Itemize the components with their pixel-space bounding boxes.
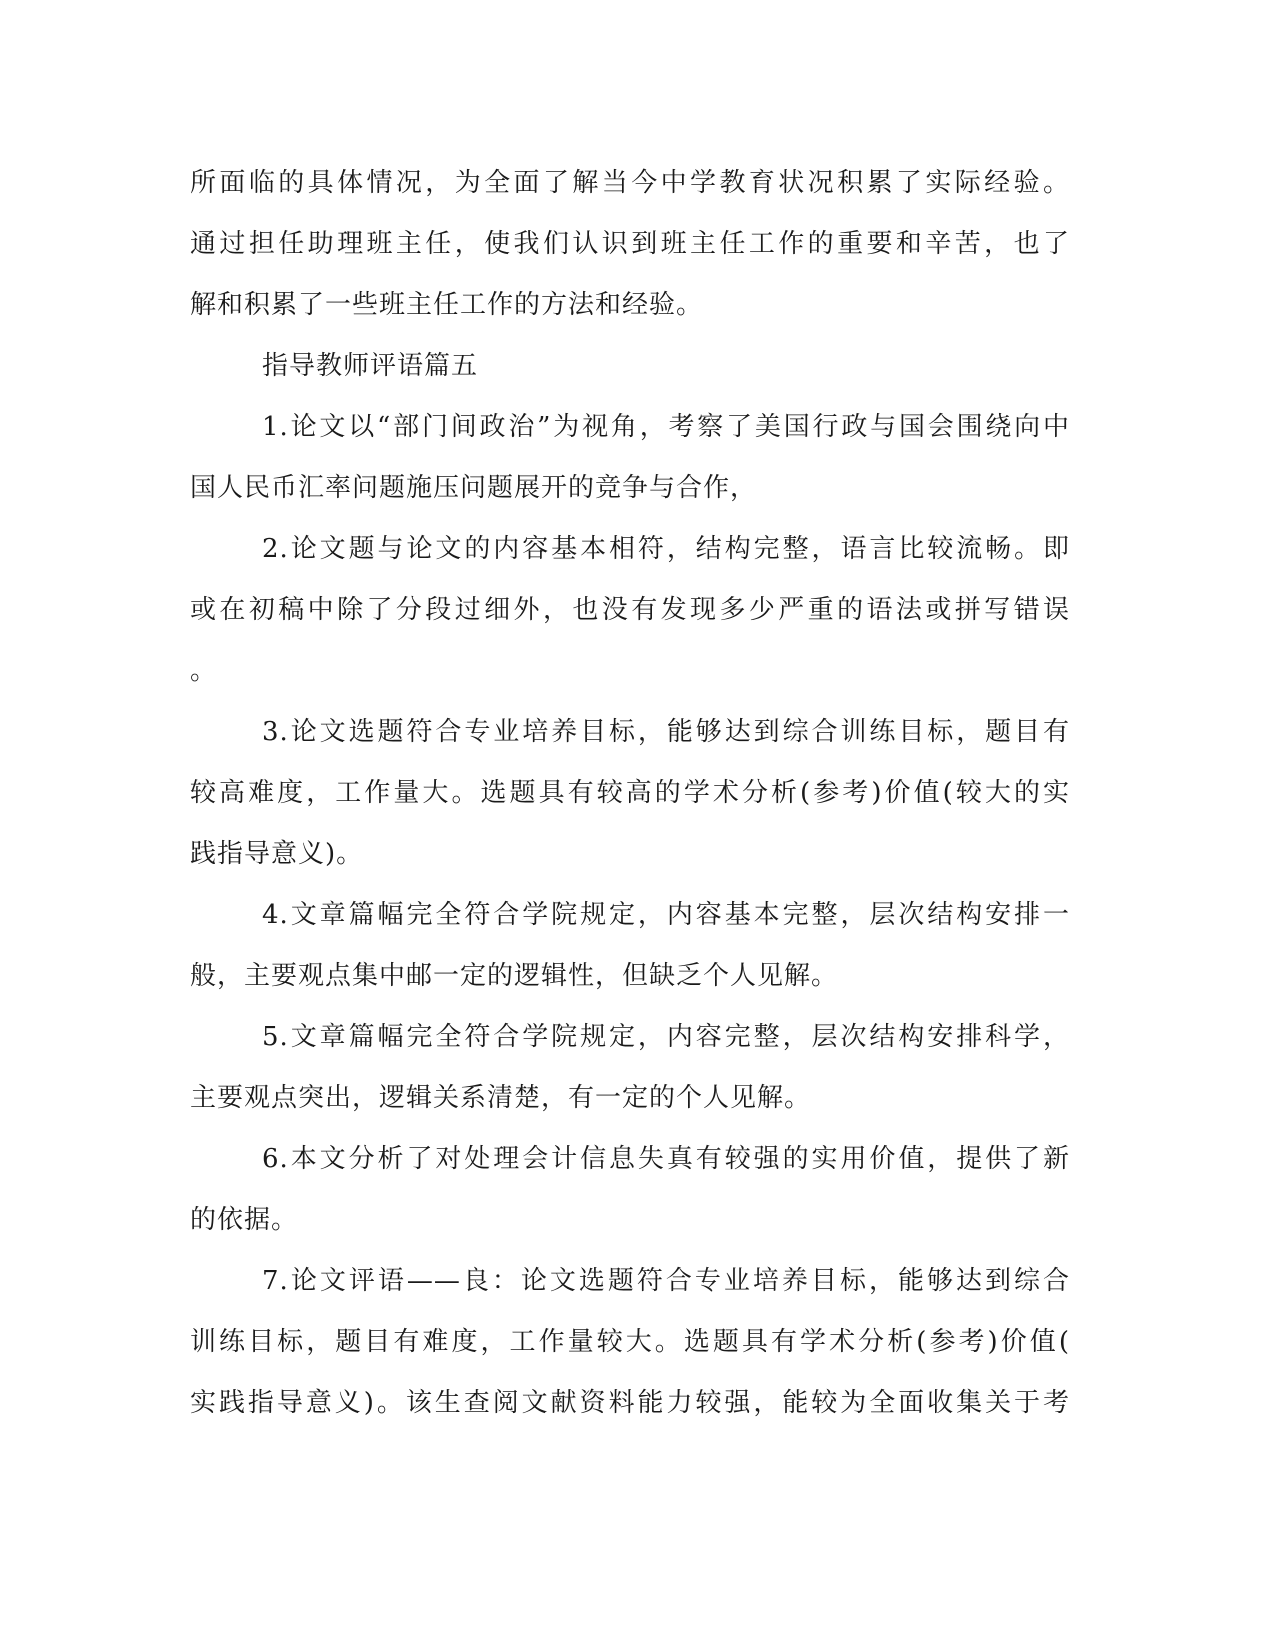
text-line: 践指导意义)。 bbox=[190, 839, 364, 869]
text-line: 实践指导意义)。该生查阅文献资料能力较强，能较为全面收集关于考 bbox=[190, 1388, 1070, 1418]
text-line: 通过担任助理班主任，使我们认识到班主任工作的重要和辛苦，也了 bbox=[190, 229, 1070, 259]
text-line: 。 bbox=[190, 656, 218, 686]
text-line: 3.论文选题符合专业培养目标，能够达到综合训练目标，题目有 bbox=[262, 717, 1070, 747]
text-line: 较高难度，工作量大。选题具有较高的学术分析(参考)价值(较大的实 bbox=[190, 778, 1070, 808]
section-heading: 指导教师评语篇五 bbox=[262, 351, 479, 381]
text-line: 所面临的具体情况，为全面了解当今中学教育状况积累了实际经验。 bbox=[190, 168, 1070, 198]
text-line: 国人民币汇率问题施压问题展开的竞争与合作， bbox=[190, 473, 758, 503]
document-body bbox=[190, 153, 1070, 1434]
text-line: 4.文章篇幅完全符合学院规定，内容基本完整，层次结构安排一 bbox=[262, 900, 1070, 930]
text-line: 般，主要观点集中邮一定的逻辑性，但缺乏个人见解。 bbox=[190, 961, 839, 991]
text-line: 解和积累了一些班主任工作的方法和经验。 bbox=[190, 290, 704, 320]
text-line: 或在初稿中除了分段过细外，也没有发现多少严重的语法或拼写错误 bbox=[190, 595, 1070, 625]
text-line: 主要观点突出，逻辑关系清楚，有一定的个人见解。 bbox=[190, 1083, 812, 1113]
text-line: 5.文章篇幅完全符合学院规定，内容完整，层次结构安排科学， bbox=[262, 1022, 1070, 1052]
text-line: 的依据。 bbox=[190, 1205, 299, 1235]
text-line: 2.论文题与论文的内容基本相符，结构完整，语言比较流畅。即 bbox=[262, 534, 1070, 564]
text-line: 1.论文以“部门间政治”为视角，考察了美国行政与国会围绕向中 bbox=[262, 412, 1070, 442]
text-line: 7.论文评语——良：论文选题符合专业培养目标，能够达到综合 bbox=[262, 1266, 1070, 1296]
text-line: 训练目标，题目有难度，工作量较大。选题具有学术分析(参考)价值( bbox=[190, 1327, 1070, 1357]
text-line: 6.本文分析了对处理会计信息失真有较强的实用价值，提供了新 bbox=[262, 1144, 1070, 1174]
